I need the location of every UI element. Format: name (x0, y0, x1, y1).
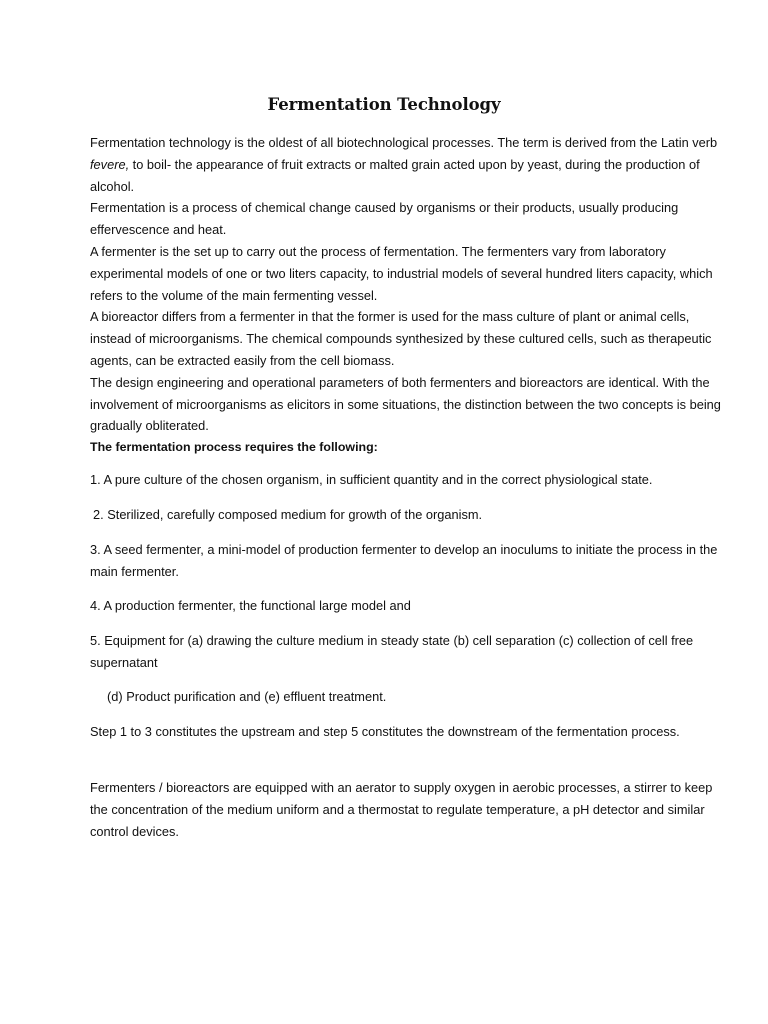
intro-paragraph-1 (90, 132, 730, 197)
intro-section (90, 132, 730, 459)
requirement-item-4: 4. A production fermenter, the functional large model and (90, 598, 411, 613)
requirements-heading: The fermentation process requires the following: (90, 440, 378, 455)
intro-p1-end: to boil- the appearance of fruit extracts or malted grain acted upon by yeast, during the production of alcohol. (90, 156, 700, 194)
intro-paragraph-4: A bioreactor differs from a fermenter in that the former is used for the mass culture of plant or animal cells, instead of microorganisms. The chemical compounds synthesized by these cultured cells, such as therapeutic agents, can be extracted easily from the cell biomass. (90, 309, 712, 368)
latin-verb: fevere, (90, 156, 130, 172)
requirement-item-5: 5. Equipment for (a) drawing the culture medium in steady state (b) cell separation (c) collection of cell free supernatant (90, 633, 694, 670)
requirement-item-2: 2. Sterilized, carefully composed medium for growth of the organism. (93, 507, 483, 522)
requirement-item-3: 3. A seed fermenter, a mini-model of production fermenter to develop an inoculums to initiate the process in the main fermenter. (90, 542, 718, 579)
intro-paragraph-5: The design engineering and operational parameters of both fermenters and bioreactors are identical. With the involvement of microorganisms as elicitors in some situations, the distinction between the two concepts is being gradually obliterated. (90, 374, 721, 434)
equipment-note: Fermenters / bioreactors are equipped with an aerator to supply oxygen in aerobic processes, a stirrer to keep the concentration of the medium uniform and a thermostat to regulate temperature, a pH detector and similar control devices. (90, 780, 713, 839)
intro-paragraph-2: Fermentation is a process of chemical change caused by organisms or their products, usually producing effervescence and heat. (90, 200, 679, 238)
intro-paragraph-3: A fermenter is the set up to carry out the process of fermentation. The fermenters vary from laboratory experimental models of one or two liters capacity, to industrial models of several hundred liters capacity, which refers to the volume of the main fermenting vessel. (90, 243, 713, 303)
page-title: Fermentation Technology (267, 95, 501, 114)
intro-p1-start: Fermentation technology is the oldest of all biotechnological processes. The term is derived from the Latin verb (90, 135, 718, 150)
requirement-item-5-continued: (d) Product purification and (e) effluent treatment. (107, 689, 387, 704)
requirement-item-1: 1. A pure culture of the chosen organism, in sufficient quantity and in the correct physiological state. (90, 472, 653, 487)
step-note: Step 1 to 3 constitutes the upstream and step 5 constitutes the downstream of the fermentation process. (90, 724, 680, 739)
